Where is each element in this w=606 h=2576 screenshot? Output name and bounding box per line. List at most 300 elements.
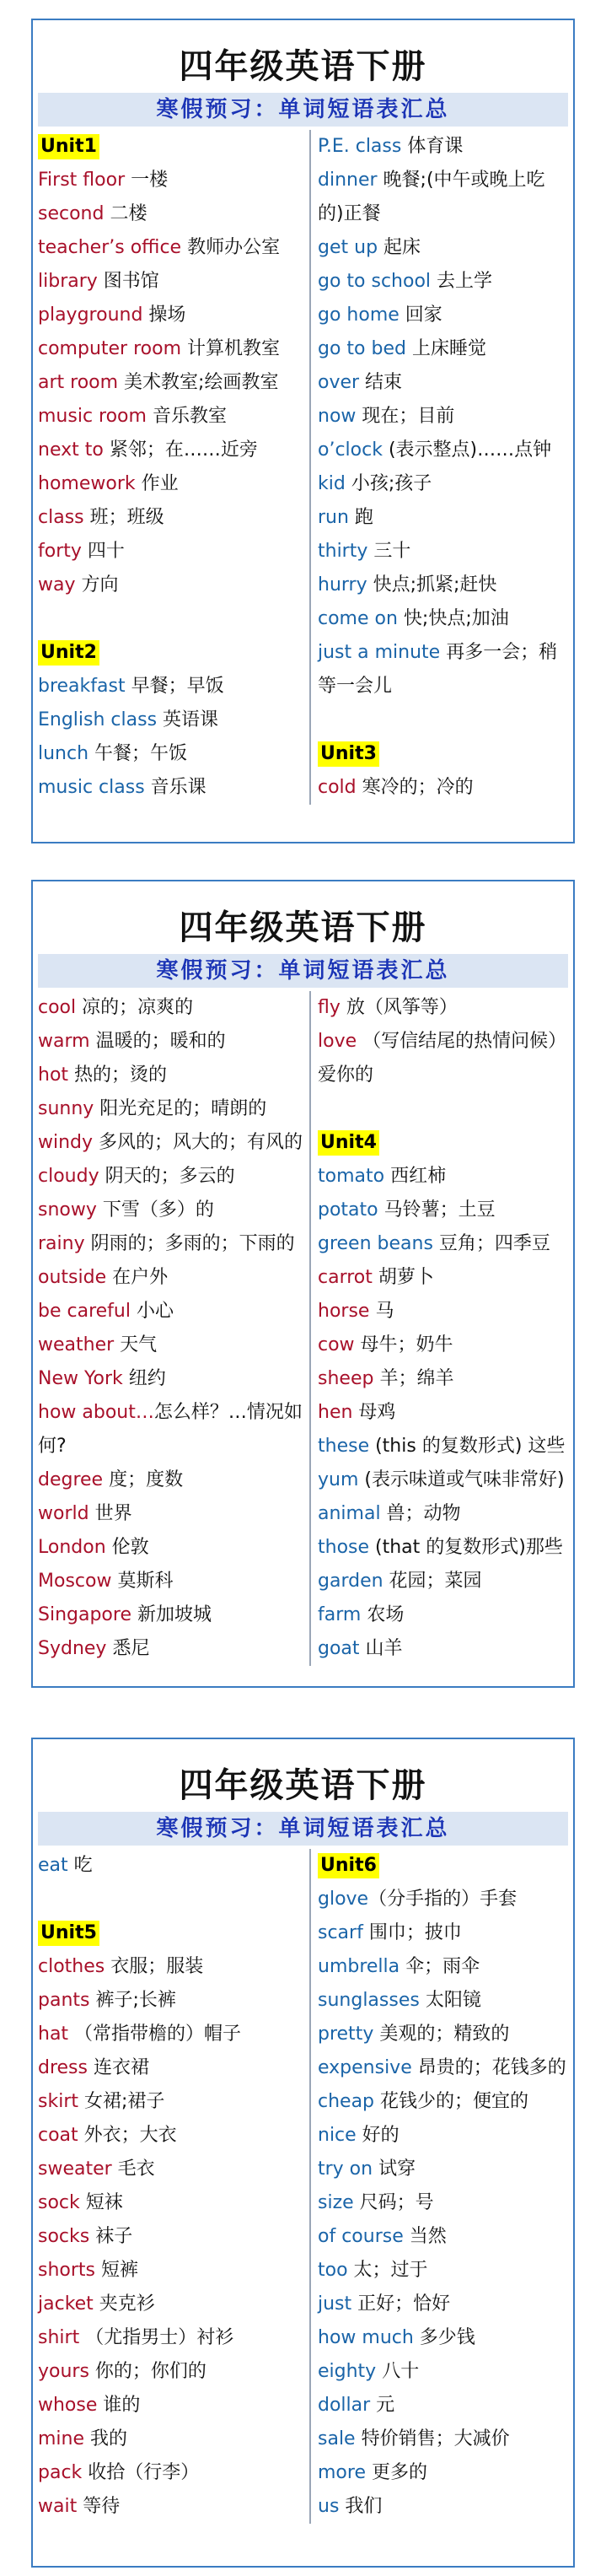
english-term: coat [38,2125,78,2146]
chinese-meaning: 马 [369,1301,394,1322]
english-term: class [38,507,84,528]
english-term: try on [318,2158,373,2180]
vocab-entry [318,2153,570,2186]
english-term: go to school [318,271,432,292]
english-term: now [318,406,357,427]
vocab-entry [318,2018,570,2051]
vocab-entry [38,703,309,737]
vocab-entry [318,1430,570,1463]
vocab-entry [318,1531,570,1565]
chinese-meaning: 阴天的；多云的 [99,1166,235,1187]
english-term: weather [38,1334,115,1355]
unit-heading: Unit2 [38,640,99,666]
vocab-entry [38,467,309,501]
english-term: P.E. class [318,136,402,157]
vocab-entry [38,2422,309,2456]
chinese-meaning: 方向 [75,574,119,595]
chinese-meaning: （常指带檐的）帽子 [68,2024,242,2045]
card-subtitle: 寒假预习：单词短语表汇总 [38,93,568,127]
vocab-entry [38,231,309,265]
vocab-entry [38,737,309,771]
english-term: us [318,2496,340,2517]
chinese-meaning: 去上学 [431,271,493,292]
chinese-meaning: 元 [370,2395,395,2416]
english-term: cow [318,1334,355,1355]
vocab-entry [38,1194,309,1227]
english-term: socks [38,2226,90,2247]
english-term: playground [38,304,143,326]
chinese-meaning: 再多一会；稍等一会儿 [318,642,558,697]
english-term: sheep [318,1368,374,1389]
chinese-meaning: 花园；菜园 [383,1571,482,1592]
vocab-entry [38,1849,309,1883]
chinese-meaning: 音乐课 [144,777,206,798]
chinese-meaning: 伞；雨伞 [400,1956,480,1977]
vocab-entry [38,771,309,805]
english-term: degree [38,1469,104,1490]
vocab-entry [318,2220,570,2254]
english-term: umbrella [318,1956,400,1977]
vocab-entry [38,1632,309,1666]
unit-heading: Unit3 [318,741,379,767]
english-term: hurry [318,574,367,595]
english-term: run [318,507,349,528]
chinese-meaning: 热的；烫的 [68,1064,168,1086]
unit-heading: Unit1 [38,134,99,159]
chinese-meaning: 花钱少的；便宜的 [374,2091,529,2112]
english-term: love [318,1031,357,1052]
english-term: too [318,2260,348,2281]
english-term: cold [318,777,357,798]
chinese-meaning: 温暖的；暖和的 [89,1031,226,1052]
chinese-meaning: 快点;抓紧;赶快 [367,574,497,595]
chinese-meaning: 裤子;长裤 [89,1990,176,2011]
chinese-meaning: 山羊 [359,1638,403,1659]
chinese-meaning: 放（风筝等） [340,997,458,1018]
card-subtitle: 寒假预习：单词短语表汇总 [38,1812,568,1846]
english-term: shirt [38,2327,80,2348]
vocab-entry [318,2389,570,2422]
unit-heading-row [318,737,570,771]
chinese-meaning: 短裤 [95,2260,138,2281]
english-term: Sydney [38,1638,107,1659]
vocab-entry [318,1632,570,1666]
chinese-meaning: 衣服；服装 [105,1956,204,1977]
vocab-entry [318,1295,570,1328]
english-term: tomato [318,1166,385,1187]
english-term: mine [38,2428,85,2449]
vocab-entry [38,164,309,197]
vocab-entry [38,265,309,299]
vocab-entry [318,501,570,535]
vocab-entry [318,1598,570,1632]
chinese-meaning: (表示整点)……点钟 [382,439,552,461]
english-term: go to bed [318,338,406,359]
chinese-meaning: 起床 [378,237,421,258]
vocab-entry [38,332,309,366]
chinese-meaning: 纽约 [122,1368,166,1389]
vocab-entry [318,1565,570,1598]
english-term: clothes [38,1956,105,1977]
chinese-meaning: 谁的 [97,2395,141,2416]
chinese-meaning: 班；班级 [83,507,164,528]
spacer [318,703,570,737]
vocab-entry [38,1950,309,1984]
chinese-meaning: 跑 [348,507,373,528]
vocab-entry [38,2456,309,2490]
vocab-entry [38,1984,309,2018]
vocab-entry [38,1328,309,1362]
english-term: garden [318,1571,383,1592]
english-term: yours [38,2361,89,2382]
chinese-meaning: 在户外 [106,1267,169,1288]
vocab-entry [38,1059,309,1092]
vocab-entry [318,1497,570,1531]
vocab-entry [38,1227,309,1261]
vocab-entry [318,1328,570,1362]
chinese-meaning: 等待 [77,2496,121,2517]
vocab-entry [38,2389,309,2422]
chinese-meaning: 体育课 [401,136,464,157]
chinese-meaning: 母鸡 [352,1402,396,1423]
chinese-meaning: (表示味道或气味非常好) [358,1469,565,1490]
unit-heading: Unit6 [318,1853,379,1878]
chinese-meaning: 莫斯科 [111,1571,174,1592]
english-term: breakfast [38,676,126,697]
english-term: library [38,271,98,292]
chinese-meaning: 计算机教室 [181,338,281,359]
english-term: yum [318,1469,359,1490]
english-term: shorts [38,2260,95,2281]
english-term: just a minute [318,642,441,663]
english-term: Singapore [38,1604,131,1625]
english-term: outside [38,1267,107,1288]
vocab-entry [318,1025,570,1092]
vocab-entry [318,636,570,703]
chinese-meaning: 上床睡觉 [405,338,486,359]
english-term: second [38,203,105,224]
unit-heading-row [38,130,309,164]
chinese-meaning: 母牛；奶牛 [354,1334,453,1355]
chinese-meaning: (this 的复数形式) 这些 [369,1436,566,1457]
english-term: sweater [38,2158,112,2180]
chinese-meaning: 连衣裙 [88,2057,149,2078]
vocab-entry [318,1160,570,1194]
english-term: snowy [38,1199,97,1221]
chinese-meaning: 更多的 [366,2462,427,2483]
vocab-entry [318,130,570,164]
chinese-meaning: 操场 [142,304,186,326]
english-term: windy [38,1132,94,1153]
english-term: just [318,2293,352,2315]
chinese-meaning: 结束 [359,372,403,393]
english-term: get up [318,237,378,258]
chinese-meaning: 美观的；精致的 [373,2024,510,2045]
english-term: sunny [38,1098,94,1119]
chinese-meaning: 我的 [84,2428,128,2449]
chinese-meaning: 我们 [339,2496,383,2517]
english-term: computer room [38,338,182,359]
english-term: dress [38,2057,88,2078]
chinese-meaning: 阳光充足的；晴朗的 [94,1098,267,1119]
chinese-meaning: 胡萝卜 [372,1267,434,1288]
chinese-meaning: 尺码；号 [353,2192,434,2213]
english-term: hat [38,2024,69,2045]
chinese-meaning: （写信结尾的热情问候）爱你的 [318,1031,567,1086]
unit-heading-row [318,1849,570,1883]
chinese-meaning: 美术教室;绘画教室 [118,372,279,393]
vocab-entry [38,2186,309,2220]
chinese-meaning: 音乐教室 [146,406,227,427]
english-term: rainy [38,1233,85,1254]
english-term: expensive [318,2057,412,2078]
vocab-entry [38,1565,309,1598]
chinese-meaning: 阴雨的；多雨的；下雨的 [84,1233,295,1254]
vocab-entry [318,400,570,434]
english-term: music class [38,777,145,798]
vocab-entry [318,2254,570,2288]
english-term: pretty [318,2024,374,2045]
english-term: more [318,2462,366,2483]
vocab-entry [318,2186,570,2220]
english-term: horse [318,1301,370,1322]
chinese-meaning: 你的；你们的 [88,2361,206,2382]
vocab-entry [38,1261,309,1295]
chinese-meaning: 一楼 [125,170,169,191]
english-term: cool [38,997,77,1018]
vocab-entry [318,771,570,805]
english-term: animal [318,1503,381,1524]
unit-heading: Unit4 [318,1130,379,1156]
vocab-entry [318,602,570,636]
right-column [311,130,573,805]
chinese-meaning: 度；度数 [103,1469,184,1490]
spacer [38,1883,309,1916]
vocab-entry [38,2220,309,2254]
chinese-meaning: 昂贵的；花钱多的 [411,2057,566,2078]
chinese-meaning: 多风的；风大的；有风的 [93,1132,303,1153]
english-term: carrot [318,1267,373,1288]
english-term: of course [318,2226,404,2247]
vocab-entry [38,197,309,231]
chinese-meaning: 世界 [88,1503,132,1524]
vocab-entry [38,1396,309,1463]
right-column [311,1849,573,2524]
english-term: next to [38,439,104,461]
chinese-meaning: 短袜 [79,2192,123,2213]
vocab-entry [318,467,570,501]
unit-heading: Unit5 [38,1921,99,1946]
vocab-card-1 [31,19,575,843]
vocab-entry [318,1463,570,1497]
english-term: go home [318,304,400,326]
vocab-card-3 [31,1738,575,2568]
left-column [33,130,311,805]
english-term: cloudy [38,1166,99,1187]
english-term: whose [38,2395,98,2416]
chinese-meaning: 下雪（多）的 [96,1199,214,1221]
english-term: thirty [318,541,368,562]
vocab-entry [318,2321,570,2355]
chinese-meaning: 太；过于 [347,2260,428,2281]
vocab-entry [318,231,570,265]
vocab-entry [38,2119,309,2153]
chinese-meaning: （分手指的）手套 [368,1889,518,1910]
vocab-entry [38,535,309,569]
vocab-entry [318,1950,570,1984]
english-term: potato [318,1199,378,1221]
vocab-entry [38,1463,309,1497]
vocab-entry [38,366,309,400]
right-column [311,991,573,1666]
chinese-meaning: 小心 [130,1301,174,1322]
chinese-meaning: 图书馆 [97,271,159,292]
chinese-meaning: 夹克衫 [93,2293,155,2315]
english-term: eighty [318,2361,377,2382]
chinese-meaning: 女裙;裙子 [78,2091,165,2112]
vocab-entry [38,1126,309,1160]
english-term: cheap [318,2091,375,2112]
vocab-entry [38,1295,309,1328]
chinese-meaning: 四十 [81,541,125,562]
english-term: warm [38,1031,90,1052]
card-subtitle: 寒假预习：单词短语表汇总 [38,954,568,988]
vocab-entry [318,2355,570,2389]
english-term: those [318,1537,370,1558]
vocab-entry [318,299,570,332]
vocab-entry [318,1916,570,1950]
vocab-entry [318,1396,570,1430]
vocab-entry [318,2288,570,2321]
english-term: green beans [318,1233,433,1254]
english-term: glove [318,1889,369,1910]
vocab-entry [38,1598,309,1632]
chinese-meaning: 现在；目前 [356,406,455,427]
english-term: skirt [38,2091,78,2112]
chinese-meaning: 午餐；午饭 [88,743,188,764]
unit-heading-row [38,1916,309,1950]
vocab-entry [318,1883,570,1916]
chinese-meaning: 回家 [399,304,442,326]
vocab-entry [38,2085,309,2119]
left-column [33,991,311,1666]
english-term: sale [318,2428,356,2449]
english-term: eat [38,1855,68,1876]
vocab-entry [318,991,570,1025]
vocab-entry [38,1092,309,1126]
vocab-entry [38,991,309,1025]
vocab-entry [38,670,309,703]
english-term: jacket [38,2293,94,2315]
chinese-meaning: 袜子 [89,2226,133,2247]
chinese-meaning: 悉尼 [106,1638,150,1659]
chinese-meaning: 凉的；凉爽的 [76,997,194,1018]
vocab-entry [38,2490,309,2524]
spacer [318,1092,570,1126]
vocab-entry [318,2119,570,2153]
vocab-entry [38,2321,309,2355]
vocab-entry [38,2153,309,2186]
vocab-entry [38,1362,309,1396]
chinese-meaning: 好的 [356,2125,400,2146]
vocab-entry [38,400,309,434]
english-term: scarf [318,1922,363,1943]
left-column [33,1849,311,2524]
chinese-meaning: 正好；恰好 [351,2293,451,2315]
vocab-entry [38,2254,309,2288]
chinese-meaning: 怎么样？…情况如何? [38,1402,303,1457]
chinese-meaning: 紧邻；在……近旁 [103,439,258,461]
chinese-meaning: 外衣；大衣 [78,2125,177,2146]
chinese-meaning: 兽；动物 [380,1503,461,1524]
chinese-meaning: 英语课 [157,709,219,730]
english-term: over [318,372,360,393]
vocab-entry [318,1227,570,1261]
english-term: First floor [38,170,126,191]
english-term: London [38,1537,106,1558]
english-term: sock [38,2192,80,2213]
english-term: kid [318,473,346,494]
english-term: how about… [38,1402,154,1423]
english-term: wait [38,2496,78,2517]
english-term: be careful [38,1301,131,1322]
vocab-entry [318,2422,570,2456]
english-term: way [38,574,76,595]
vocab-entry [38,569,309,602]
chinese-meaning: (that 的复数形式)那些 [369,1537,563,1558]
vocab-entry [318,2051,570,2085]
chinese-meaning: 羊；绵羊 [373,1368,454,1389]
english-term: pack [38,2462,83,2483]
chinese-meaning: 快;快点;加油 [397,608,509,629]
vocab-entry [318,164,570,231]
chinese-meaning: 作业 [135,473,179,494]
chinese-meaning: 吃 [67,1855,93,1876]
chinese-meaning: 晚餐;(中午或晚上吃的)正餐 [318,170,545,224]
vocab-entry [318,434,570,467]
chinese-meaning: 西红柿 [384,1166,447,1187]
vocab-entry [38,1160,309,1194]
chinese-meaning: 天气 [114,1334,158,1355]
english-term: sunglasses [318,1990,420,2011]
english-term: come on [318,608,398,629]
english-term: size [318,2192,354,2213]
chinese-meaning: 新加坡城 [131,1604,212,1625]
english-term: homework [38,473,136,494]
card-title: 四年级英语下册 [179,1765,427,1805]
vocab-entry [38,501,309,535]
spacer [38,602,309,636]
english-term: dollar [318,2395,371,2416]
vocab-entry [38,434,309,467]
chinese-meaning: 伦敦 [105,1537,149,1558]
chinese-meaning: 马铃薯；土豆 [378,1199,496,1221]
english-term: hen [318,1402,353,1423]
english-term: these [318,1436,370,1457]
vocab-entry [38,1531,309,1565]
vocab-entry [38,2051,309,2085]
vocab-entry [318,1194,570,1227]
english-term: teacher’s office [38,237,182,258]
chinese-meaning: 当然 [403,2226,447,2247]
vocab-entry [38,2355,309,2389]
unit-heading-row [38,636,309,670]
vocab-entry [38,2288,309,2321]
english-term: goat [318,1638,360,1659]
english-term: farm [318,1604,362,1625]
english-term: forty [38,541,82,562]
english-term: Moscow [38,1571,112,1592]
